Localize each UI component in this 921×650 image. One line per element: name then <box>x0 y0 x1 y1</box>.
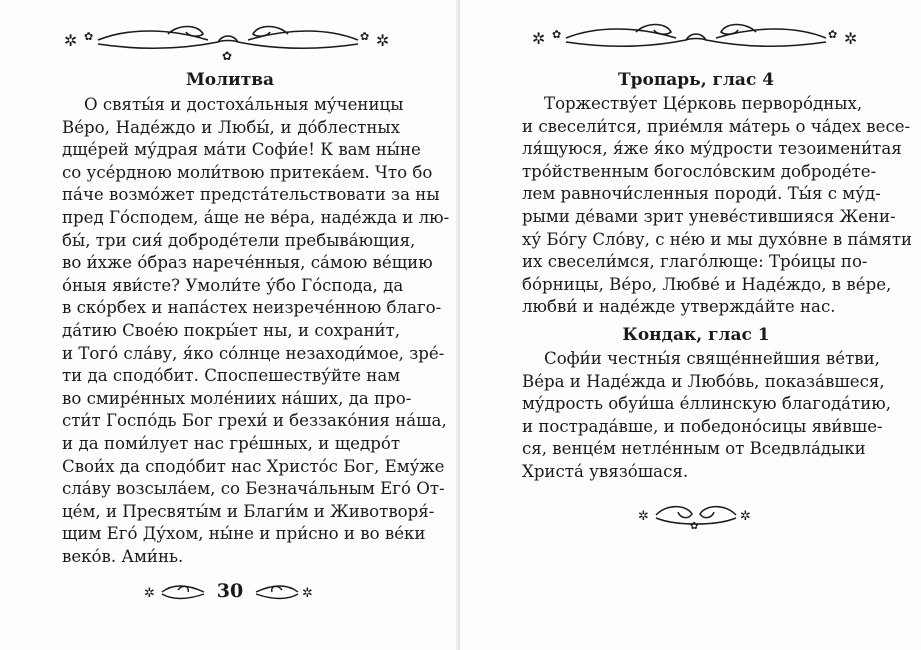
text-line: Христа́ увязо́шася. <box>522 461 689 481</box>
svg-text:✲: ✲ <box>740 509 751 524</box>
text-line: во смире́нных моле́ниих на́ших, да про- <box>62 388 412 408</box>
text-line: рыми де́вами зрит уневе́стившияся Жени- <box>522 206 896 226</box>
text-line: Торжеству́ет Це́рковь первоpо́дных, <box>544 94 863 113</box>
text-line: веко́в. Ами́нь. <box>62 546 184 566</box>
text-line: па́че возмо́жет предста́тельствовати за ны <box>62 185 440 205</box>
svg-text:✿: ✿ <box>360 30 370 43</box>
text-line: и да поми́лует нас гре́шных, и щедро́т <box>62 433 400 453</box>
svg-text:✲: ✲ <box>844 29 858 48</box>
text-line: о́ныя яви́сте? Умоли́те у́бо Го́спода, да <box>62 275 404 295</box>
kontakion-text <box>522 348 892 484</box>
troparion-text <box>522 93 913 319</box>
text-line: со усе́рдною моли́твою притека́ем. Что бо <box>62 162 433 182</box>
page-number-right-ornament <box>248 580 318 604</box>
prayer-text <box>62 94 450 568</box>
text-line: бо́рницы, Ве́ро, Любве́ и Наде́ждо, в ве́ре, <box>522 274 892 294</box>
text-line: и Того́ сла́ву, я́ко со́лнце незаходи́мое, зре́- <box>62 343 445 363</box>
text-line: ля́щуюся, я́же я́ко му́дрости тезоимени́тая <box>522 139 902 159</box>
text-line: тро́йственным богосло́вским доброде́те- <box>522 161 877 181</box>
prayer-heading: Молитва <box>185 70 275 90</box>
svg-text:✲: ✲ <box>144 586 155 601</box>
header-scroll-ornament <box>526 18 866 58</box>
text-line: во и́хже о́браз нарече́нныя, са́мою ве́щию <box>62 253 433 273</box>
kontakion-heading: Кондак, глас 1 <box>622 325 770 345</box>
text-line: бы́, три сия́ доброде́тели пребыва́ющия, <box>62 230 416 250</box>
page-number: 30 <box>216 580 244 602</box>
text-line: Ве́ра и Наде́жда и Любо́вь, показа́вшеся, <box>522 371 885 391</box>
text-line: да́тию Свое́ю покры́ет ны, и сохрани́т, <box>62 320 401 340</box>
svg-text:✿: ✿ <box>690 521 699 532</box>
svg-text:✿: ✿ <box>828 28 838 41</box>
text-line: щим Его́ Ду́хом, ны́не и при́сно и во ве́ки <box>62 524 426 544</box>
svg-text:✲: ✲ <box>638 509 649 524</box>
left-page <box>0 0 460 650</box>
text-line: и свесели́тся, прие́мля ма́терь о ча́дех весе- <box>522 116 911 136</box>
text-line: лем равночи́сленныя породи́. Ты́я с му́д- <box>522 184 881 204</box>
text-line: сти́т Госпо́дь Бог грехи́ и беззако́ния на́ша, <box>62 411 447 431</box>
text-line: их свесели́мся, глаго́люще: Тро́ицы по- <box>522 252 868 272</box>
text-line: Свои́х да сподо́бит нас Христо́с Бог, Ему́же <box>62 456 445 476</box>
troparion-heading: Тропарь, глас 4 <box>617 70 775 90</box>
text-line: в ско́рбех и напа́стех неизрече́нною благо- <box>62 298 442 318</box>
header-scroll-ornament <box>58 20 398 63</box>
page-number-left-ornament <box>142 580 212 604</box>
text-line: пред Го́сподем, а́ще не ве́ра, наде́жда и лю- <box>62 207 450 227</box>
text-line: и пострада́вше, и победоно́сицы яви́вше- <box>522 416 883 436</box>
svg-text:✿: ✿ <box>552 28 562 41</box>
text-line: ся, венце́м нетле́нным от Вседвла́дыки <box>522 439 866 459</box>
text-line: сла́ву возсыла́ем, со Безнача́льным Его́ От- <box>62 479 445 499</box>
text-line: Ве́ро, Наде́ждо и Любы́, и до́блестных <box>62 117 400 137</box>
svg-text:✲: ✲ <box>532 29 546 48</box>
svg-text:✲: ✲ <box>376 31 390 50</box>
right-page <box>460 0 921 650</box>
text-line: це́м, и Пресвяты́м и Благи́м и Животворя́- <box>62 501 435 521</box>
flourish-divider-ornament <box>636 500 756 530</box>
svg-text:✲: ✲ <box>64 31 78 50</box>
svg-text:✲: ✲ <box>302 586 313 601</box>
svg-text:✿: ✿ <box>222 49 233 63</box>
text-line: дще́рей му́драя ма́ти Софи́е! К вам ны́не <box>62 140 421 160</box>
text-line: любви́ и наде́жде утвержда́йте нас. <box>522 297 836 317</box>
text-line: ху́ Бо́гу Сло́ву, с не́ю и мы духо́вне в па́мяти <box>522 229 913 249</box>
text-line: О святы́я и достоха́льныя му́ченицы <box>84 95 404 114</box>
text-line: му́дрость обуи́ша е́ллинскую благода́тию, <box>522 394 892 414</box>
text-line: Софи́и честны́я свяще́ннейшия ве́тви, <box>544 349 880 368</box>
text-line: ти да сподо́бит. Споспешеству́йте нам <box>62 366 401 386</box>
svg-text:✿: ✿ <box>84 30 94 43</box>
